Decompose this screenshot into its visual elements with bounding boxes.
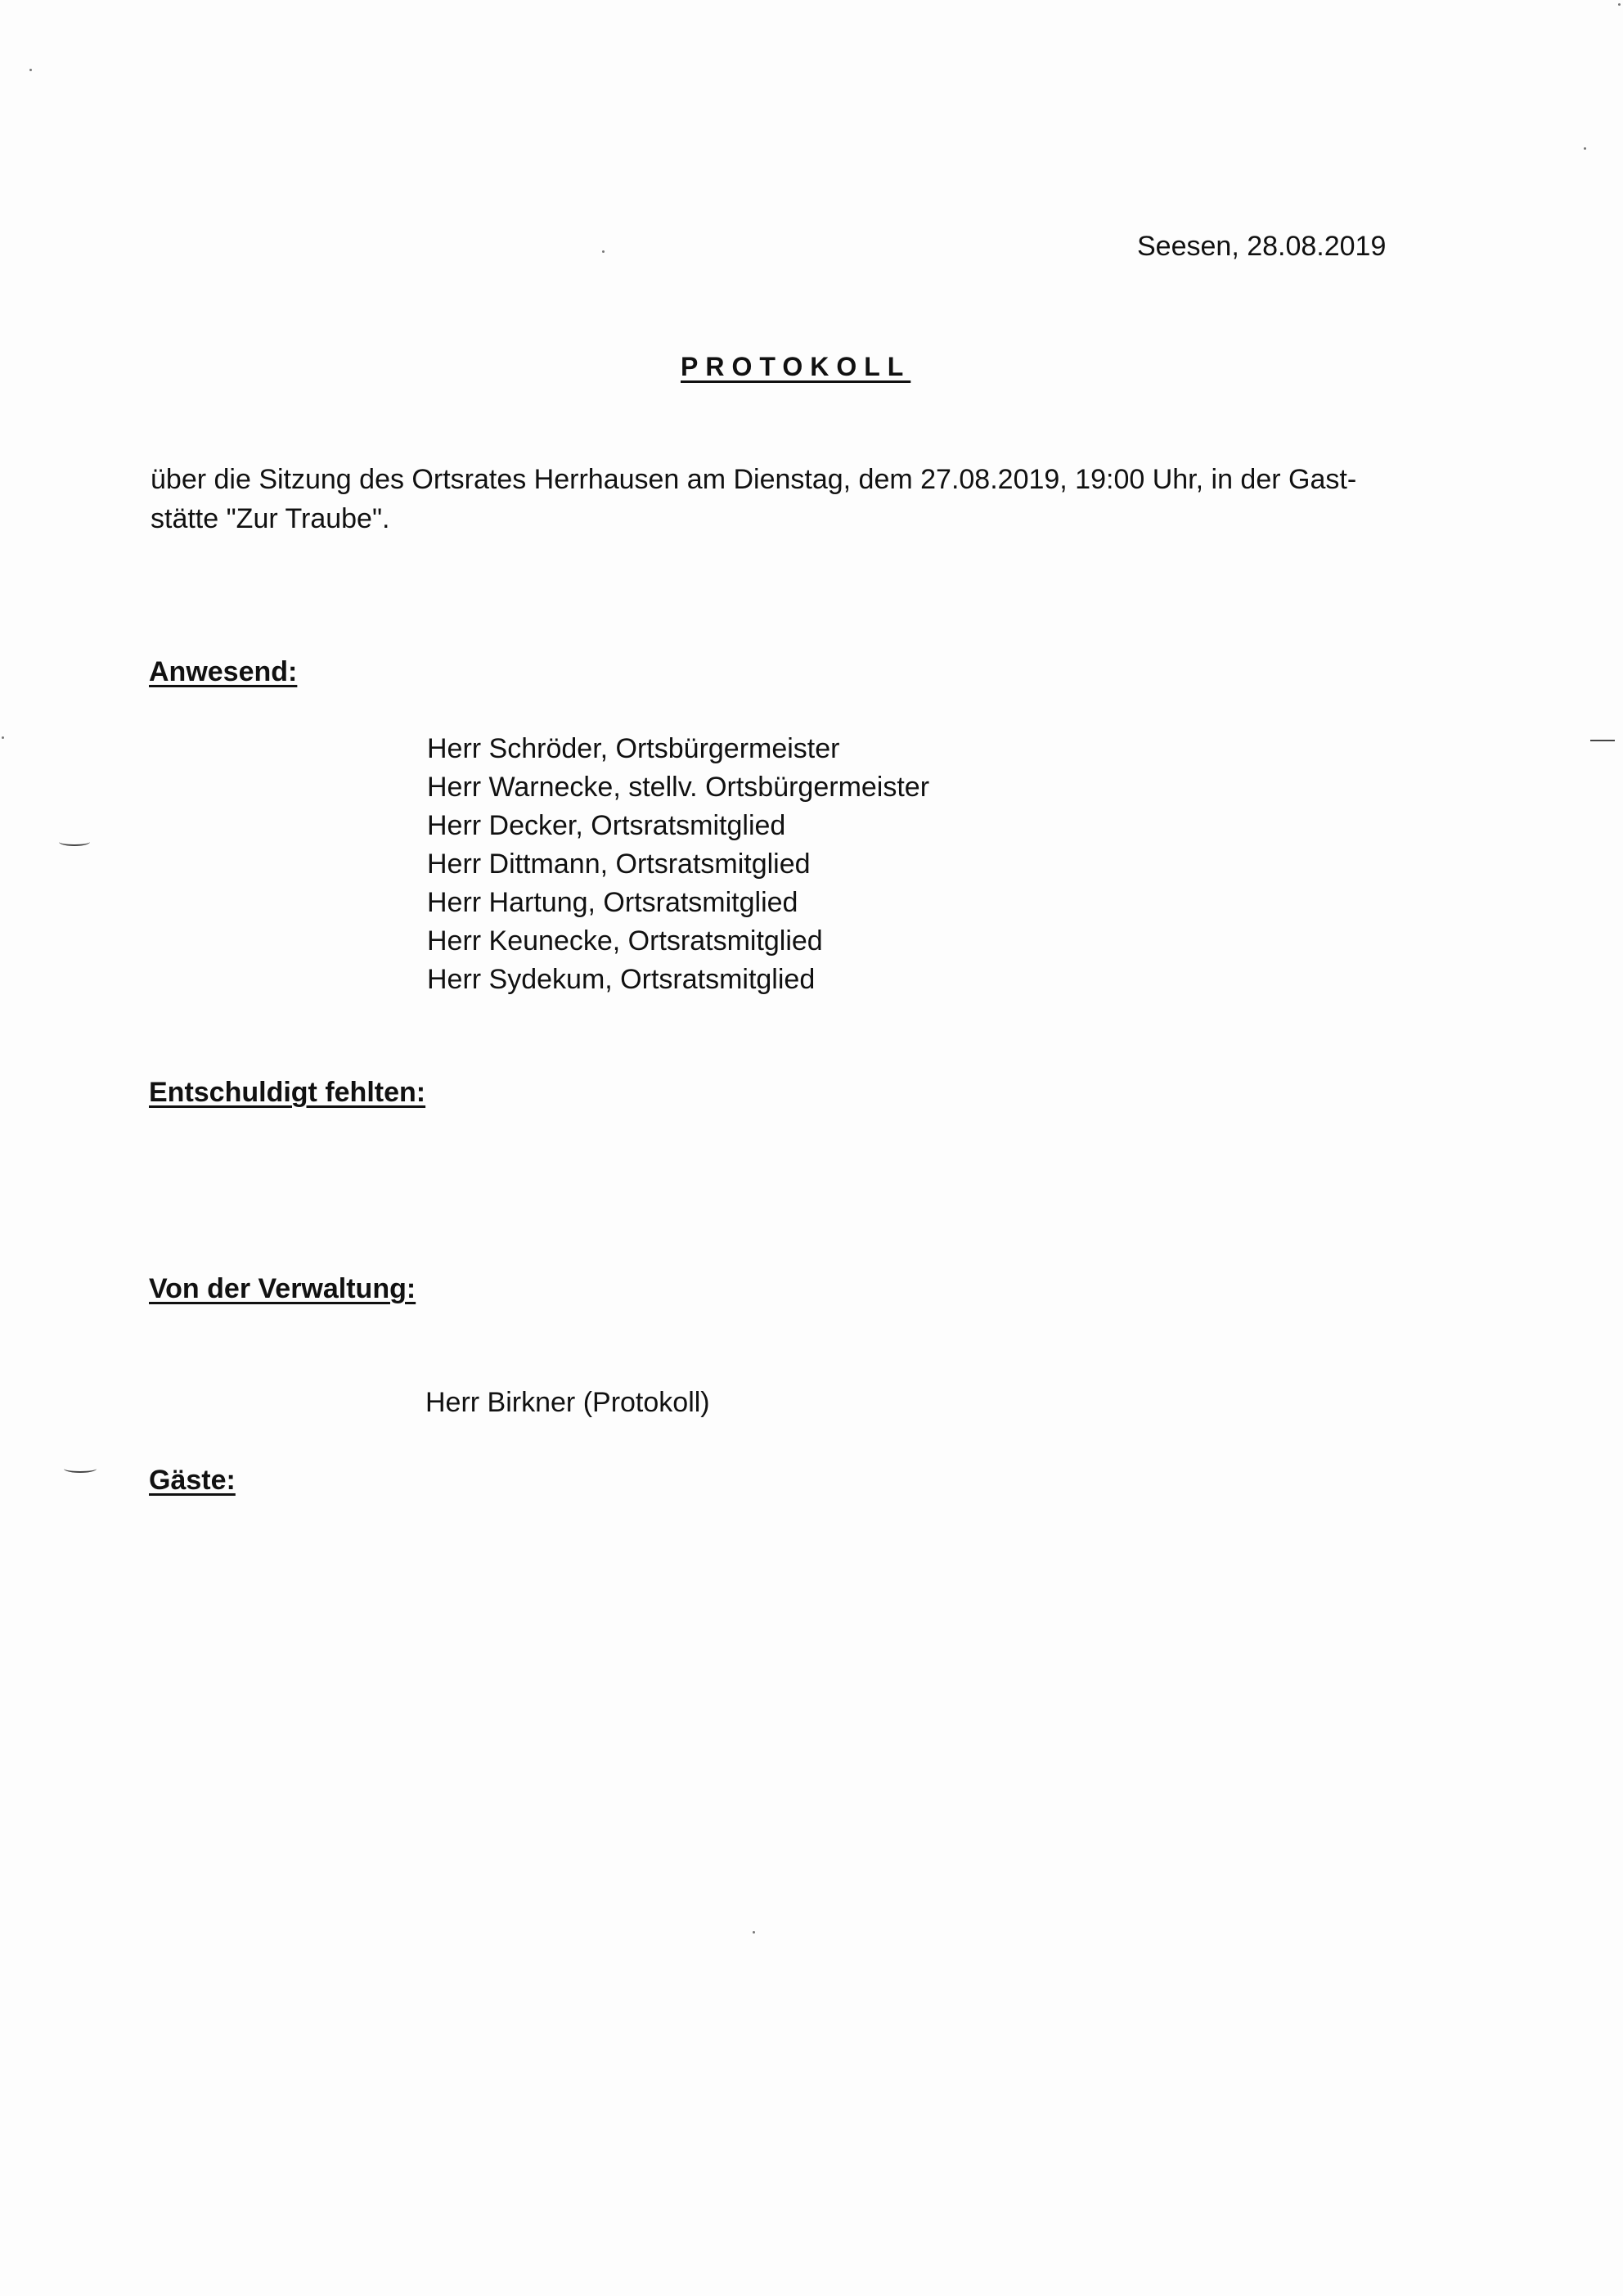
attendee-item: Herr Hartung, Ortsratsmitglied — [427, 887, 798, 918]
document-date: Seesen, 28.08.2019 — [1137, 231, 1387, 262]
heading-anwesend: Anwesend: — [149, 656, 298, 687]
scan-artifact — [1618, 3, 1621, 6]
heading-gaeste: Gäste: — [149, 1465, 236, 1496]
intro-paragraph — [151, 460, 1427, 538]
intro-line: über die Sitzung des Ortsrates Herrhausen am Dienstag, dem 27.08.2019, 19:00 Uhr, in der Gast- — [151, 464, 1357, 495]
intro-line: stätte "Zur Traube". — [151, 503, 390, 534]
heading-verwaltung: Von der Verwaltung: — [149, 1273, 416, 1304]
attendee-item: Herr Keunecke, Ortsratsmitglied — [427, 925, 823, 957]
scan-artifact — [753, 1931, 755, 1934]
scan-artifact — [64, 1465, 97, 1473]
attendee-item: Herr Schröder, Ortsbürgermeister — [427, 733, 840, 764]
scan-artifact — [602, 250, 605, 253]
attendee-item: Herr Sydekum, Ortsratsmitglied — [427, 964, 816, 995]
scan-artifact — [29, 69, 32, 71]
attendee-item: Herr Decker, Ortsratsmitglied — [427, 810, 786, 841]
heading-entschuldigt: Entschuldigt fehlten: — [149, 1077, 426, 1108]
scan-artifact — [1584, 147, 1586, 150]
attendee-list — [427, 730, 929, 999]
document-title: PROTOKOLL — [681, 352, 911, 381]
scan-artifact — [1590, 738, 1615, 741]
attendee-item: Herr Dittmann, Ortsratsmitglied — [427, 849, 811, 880]
scan-artifact — [59, 838, 90, 846]
attendee-item: Herr Warnecke, stellv. Ortsbürgermeister — [427, 772, 930, 803]
scan-artifact — [2, 736, 4, 739]
administration-member: Herr Birkner (Protokoll) — [425, 1387, 710, 1418]
